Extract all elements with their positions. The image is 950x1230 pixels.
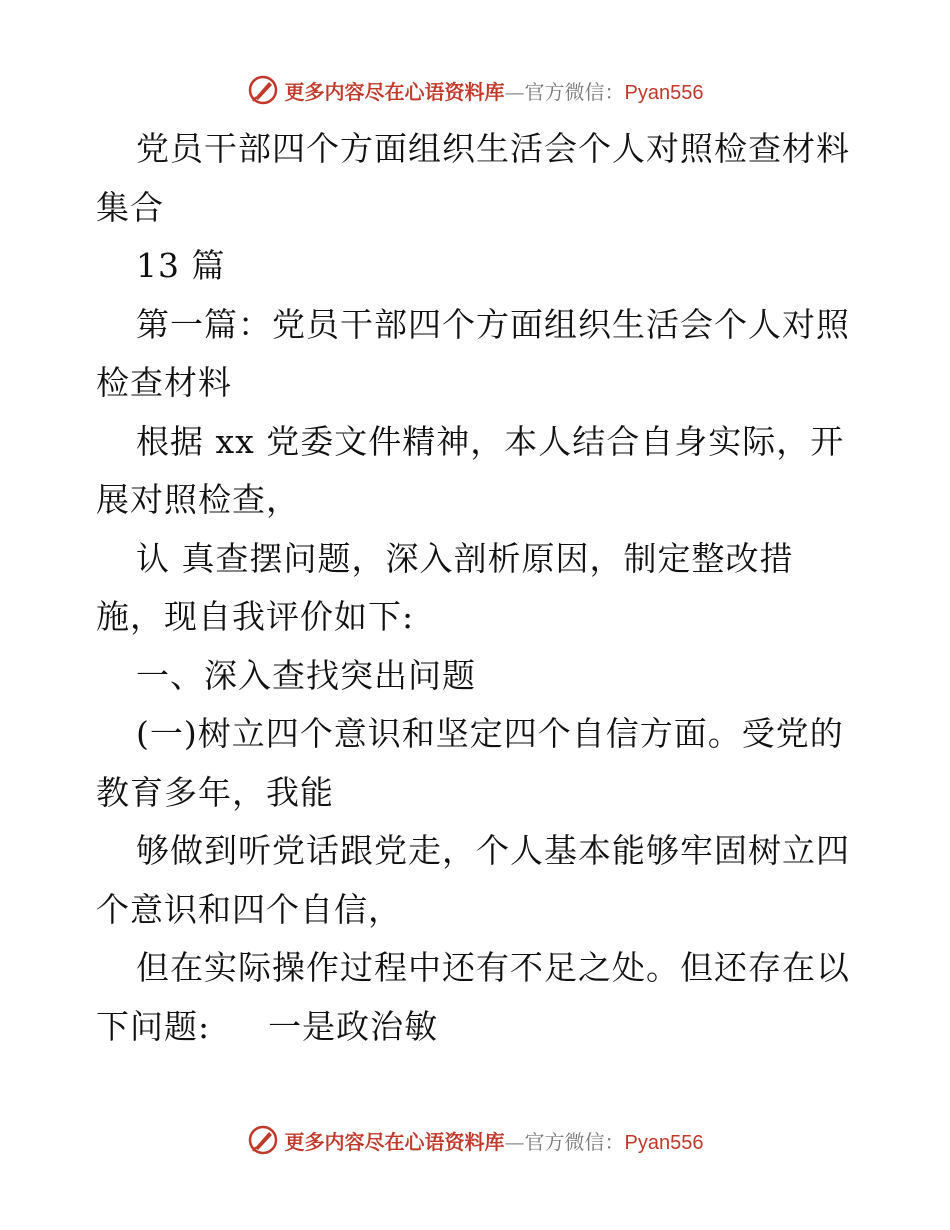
- paragraph-text: 一是政治敏: [268, 1006, 439, 1046]
- footer-watermark: [0, 1120, 950, 1160]
- watermark-wechat-id: Pyan556: [624, 1131, 704, 1154]
- watermark-text: [285, 76, 704, 105]
- chapter-heading-line-1: 第一篇：党员干部四个方面组织生活会个人对照: [136, 304, 850, 344]
- paragraph-text: 下问题:: [96, 1006, 211, 1046]
- watermark-site-text: 更多内容尽在心语资料库: [284, 1129, 505, 1154]
- doc-title-line-2: 集合: [96, 187, 164, 227]
- paragraph-line: 认 真查摆问题，深入剖析原因，制定整改措: [136, 538, 794, 578]
- paragraph-line-last: [96, 998, 856, 1057]
- watermark-wechat-label: 官方微信：: [524, 79, 625, 104]
- quill-pen-logo-icon: [247, 1124, 279, 1156]
- document-body: [96, 120, 856, 1056]
- chapter-heading-line-2: 检查材料: [96, 363, 232, 402]
- subsection-line: (一)树立四个意识和坚定四个自信方面。受党的: [136, 714, 844, 753]
- paragraph-line: 够做到听党话跟党走，个人基本能够牢固树立四: [136, 831, 850, 870]
- doc-count-line: 13 篇: [136, 246, 226, 285]
- paragraph-line: 施，现自我评价如下:: [96, 597, 415, 636]
- quill-pen-logo-icon: [247, 74, 279, 106]
- doc-title-line-1: 党员干部四个方面组织生活会个人对照检查材料: [136, 129, 850, 168]
- watermark-wechat-id: Pyan556: [624, 81, 704, 104]
- paragraph-line: 教育多年，我能: [96, 772, 334, 812]
- paragraph-line: 个意识和四个自信，: [96, 889, 402, 929]
- watermark-site-text: 更多内容尽在心语资料库: [284, 79, 505, 104]
- header-watermark: [0, 70, 950, 110]
- watermark-wechat-label: 官方微信：: [524, 1129, 625, 1154]
- watermark-dash: —: [504, 79, 525, 104]
- watermark-dash: —: [504, 1129, 525, 1154]
- paragraph-line: 但在实际操作过程中还有不足之处。但还存在以: [136, 948, 850, 987]
- paragraph-line: 展对照检查，: [96, 480, 300, 519]
- watermark-text: [285, 1126, 704, 1155]
- section-heading: 一、深入查找突出问题: [136, 655, 476, 695]
- paragraph-line: 根据 xx 党委文件精神，本人结合自身实际，开: [136, 421, 845, 461]
